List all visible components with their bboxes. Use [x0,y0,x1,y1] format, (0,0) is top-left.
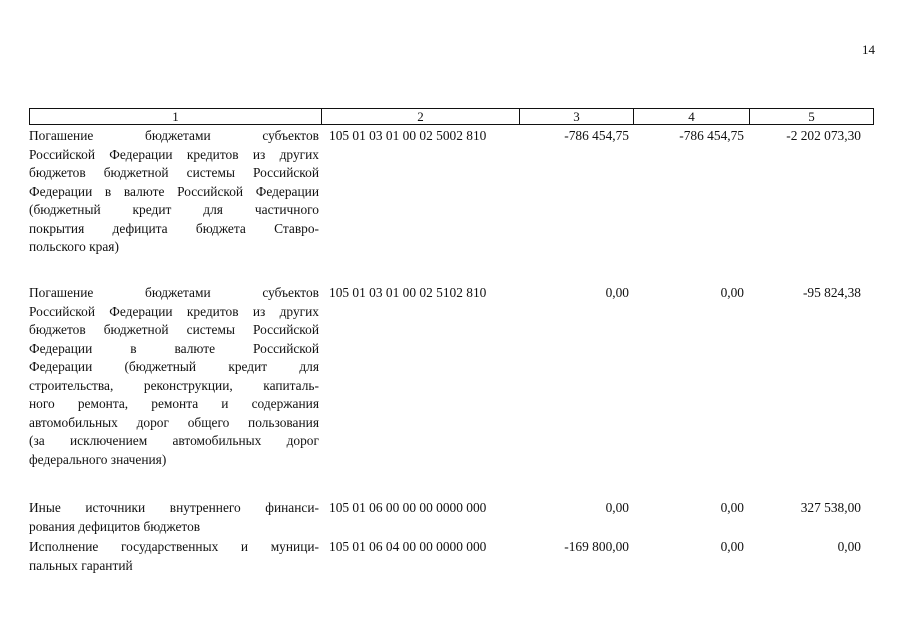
description-line: ного ремонта, ремонта и содержания [29,396,319,411]
description-line: автомобильных дорог общего пользования [29,414,319,430]
description-line: бюджетов бюджетной системы Российской [29,322,319,337]
row-value-col5: -95 824,38 [802,285,861,300]
description-line: пальных гарантий [29,557,133,573]
description-line: (за исключением автомобильных дорог [29,433,319,448]
description-line: покрытия дефицита бюджета Ставро- [29,220,319,236]
description-line: бюджетов бюджетной системы Российской [29,165,319,180]
page-number: 14 [862,42,875,57]
description-line: рования дефицитов бюджетов [29,518,201,534]
header-col-4: 4 [634,109,750,124]
description-line: польского края) [29,239,119,254]
row-code: 105 01 03 01 00 02 5102 810 [329,285,487,300]
row-description [29,284,319,469]
row-code: 105 01 06 00 00 00 0000 000 [329,500,487,515]
row-description [29,538,319,575]
description-line: федерального значения) [29,451,167,467]
description-line: Российской Федерации кредитов из других [29,303,319,319]
description-line: Федерации (бюджетный кредит для [29,359,319,374]
row-value-col3: 0,00 [605,500,629,515]
row-value-col5: -2 202 073,30 [786,128,861,143]
description-line: Иные источники внутреннего финанси- [29,500,319,515]
table-row [29,538,874,575]
description-line: Исполнение государственных и муници- [29,539,319,554]
header-col-5: 5 [808,109,815,124]
table-row [29,284,874,469]
row-description [29,499,319,536]
description-line: Погашение бюджетами субъектов [29,128,319,143]
description-line: Федерации в валюте Российской Федерации [29,183,319,199]
row-value-col5: 327 538,00 [800,500,861,515]
description-line: строительства, реконструкции, капиталь- [29,377,319,393]
description-line: Погашение бюджетами субъектов [29,285,319,300]
header-col-3: 3 [520,109,634,124]
row-value-col3: -169 800,00 [564,539,629,554]
row-value-col4: 0,00 [720,539,744,554]
description-line: (бюджетный кредит для частичного [29,202,319,217]
header-col-1: 1 [30,109,322,124]
description-line: Федерации в валюте Российской [29,340,319,356]
row-code: 105 01 03 01 00 02 5002 810 [329,128,487,143]
row-code: 105 01 06 04 00 00 0000 000 [329,539,487,554]
description-line: Российской Федерации кредитов из других [29,146,319,162]
row-value-col4: 0,00 [720,500,744,515]
row-value-col3: 0,00 [605,285,629,300]
table-row [29,127,874,257]
row-value-col4: 0,00 [720,285,744,300]
table-row [29,499,874,536]
row-value-col5: 0,00 [837,539,861,554]
header-col-2: 2 [322,109,520,124]
row-description [29,127,319,257]
row-value-col3: -786 454,75 [564,128,629,143]
row-value-col4: -786 454,75 [679,128,744,143]
table-header-row [29,108,874,125]
